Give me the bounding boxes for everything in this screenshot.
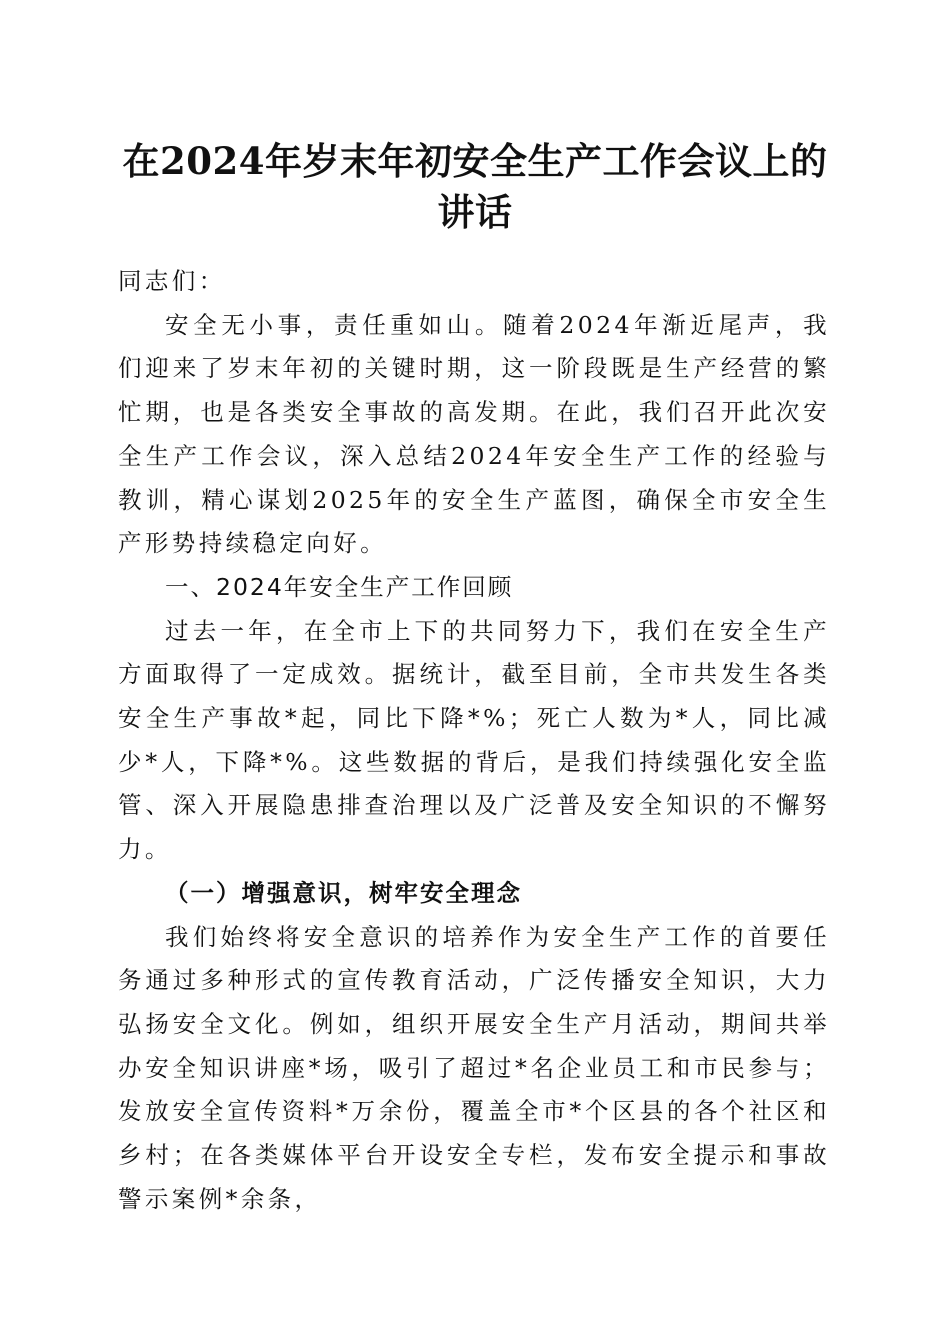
salutation: 同志们： — [118, 267, 226, 295]
document-title: 在2024年岁末年初安全生产工作会议上的讲话 — [122, 139, 828, 234]
document-body — [118, 260, 830, 1221]
intro-paragraph: 安全无小事，责任重如山。随着2024年渐近尾声，我们迎来了岁末年初的关键时期，这一阶段既是生产经营的繁忙期，也是各类安全事故的高发期。在此，我们召开此次安全生产工作会议，深入总结2024年安全生产工作的经验与教训，精心谋划2025年的安全生产蓝图，确保全市安全生产形势持续稳定向好。 — [118, 310, 830, 558]
section-paragraph: 过去一年，在全市上下的共同努力下，我们在安全生产方面取得了一定成效。据统计，截至目前，全市共发生各类安全生产事故*起，同比下降*%；死亡人数为*人，同比减少*人，下降*%。这些数据的背后，是我们持续强化安全监管、深入开展隐患排查治理以及广泛普及安全知识的不懈努力。 — [118, 616, 830, 864]
subsection-heading: （一）增强意识，树牢安全理念 — [165, 878, 522, 907]
subsection-paragraph: 我们始终将安全意识的培养作为安全生产工作的首要任务通过多种形式的宣传教育活动，广泛传播安全知识，大力弘扬安全文化。例如，组织开展安全生产月活动，期间共举办安全知识讲座*场，吸引了超过*名企业员工和市民参与；发放安全宣传资料*万余份，覆盖全市*个区县的各个社区和乡村；在各类媒体平台开设安全专栏，发布安全提示和事故警示案例*余条， — [118, 922, 830, 1213]
section-heading: 一、2024年安全生产工作回顾 — [165, 572, 514, 601]
